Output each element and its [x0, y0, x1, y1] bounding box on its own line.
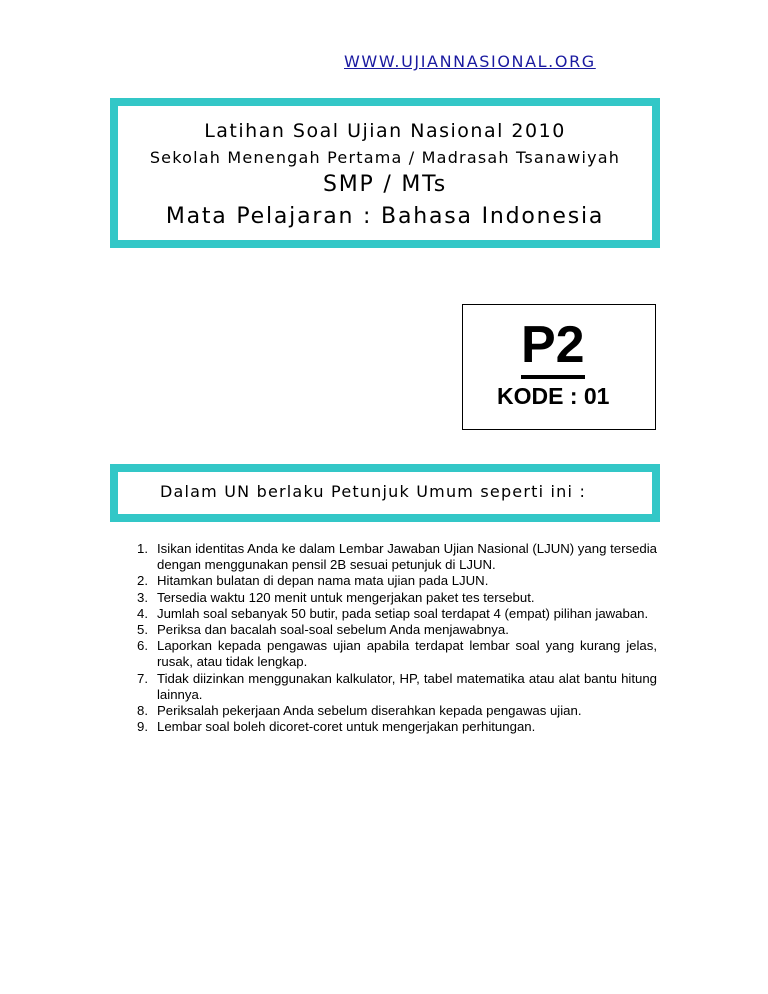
website-link[interactable]: WWW.UJIANNASIONAL.ORG: [344, 52, 596, 71]
rule-item: [137, 703, 657, 719]
rule-item: [137, 573, 657, 589]
rule-number: 6.: [137, 638, 148, 654]
rule-item: [137, 622, 657, 638]
rule-number: 7.: [137, 670, 148, 686]
exam-title: Latihan Soal Ujian Nasional 2010: [204, 120, 566, 142]
rule-number: 4.: [137, 605, 148, 621]
rules-list: [137, 541, 657, 735]
rule-number: 8.: [137, 703, 148, 719]
rule-number: 1.: [137, 541, 148, 556]
rule-text: Periksa dan bacalah soal-soal sebelum Anda menjawabnya.: [157, 622, 509, 638]
rule-item: [137, 671, 657, 703]
rule-number: 5.: [137, 622, 148, 638]
title-box: [110, 98, 660, 248]
rule-text: Isikan identitas Anda ke dalam Lembar Jawaban Ujian Nasional (LJUN) yang tersedia dengan menggunakan pensil 2B sesuai petunjuk di LJUN.: [157, 541, 657, 573]
packet-label: P2: [521, 315, 585, 379]
rule-item: [137, 541, 657, 573]
rule-number: 2.: [137, 573, 148, 589]
packet-code-box: [462, 304, 656, 430]
instructions-heading: Dalam UN berlaku Petunjuk Umum seperti ini :: [160, 482, 587, 501]
subject-title: Mata Pelajaran : Bahasa Indonesia: [165, 204, 605, 229]
rule-item: [137, 606, 657, 622]
rule-text: Laporkan kepada pengawas ujian apabila terdapat lembar soal yang kurang jelas, rusak, atau tidak lengkap.: [157, 638, 657, 670]
rule-text: Periksalah pekerjaan Anda sebelum diserahkan kepada pengawas ujian.: [157, 703, 582, 719]
school-level-abbrev: SMP / MTs: [322, 172, 448, 197]
rule-text: Jumlah soal sebanyak 50 butir, pada setiap soal terdapat 4 (empat) pilihan jawaban.: [157, 605, 649, 621]
instructions-heading-box: [110, 464, 660, 522]
rule-number: 9.: [137, 719, 148, 735]
rule-text: Tersedia waktu 120 menit untuk mengerjakan paket tes tersebut.: [157, 589, 535, 605]
rule-text: Tidak diizinkan menggunakan kalkulator, HP, tabel matematika atau alat bantu hitung lainnya.: [157, 670, 657, 702]
rule-item: [137, 719, 657, 735]
rule-text: Lembar soal boleh dicoret-coret untuk mengerjakan perhitungan.: [157, 719, 536, 735]
rule-text: Hitamkan bulatan di depan nama mata ujian pada LJUN.: [157, 573, 489, 589]
rule-item: [137, 638, 657, 670]
rule-item: [137, 590, 657, 606]
rule-number: 3.: [137, 589, 148, 605]
code-label: KODE : 01: [497, 383, 610, 409]
school-level-name: Sekolah Menengah Pertama / Madrasah Tsanawiyah: [149, 148, 621, 167]
